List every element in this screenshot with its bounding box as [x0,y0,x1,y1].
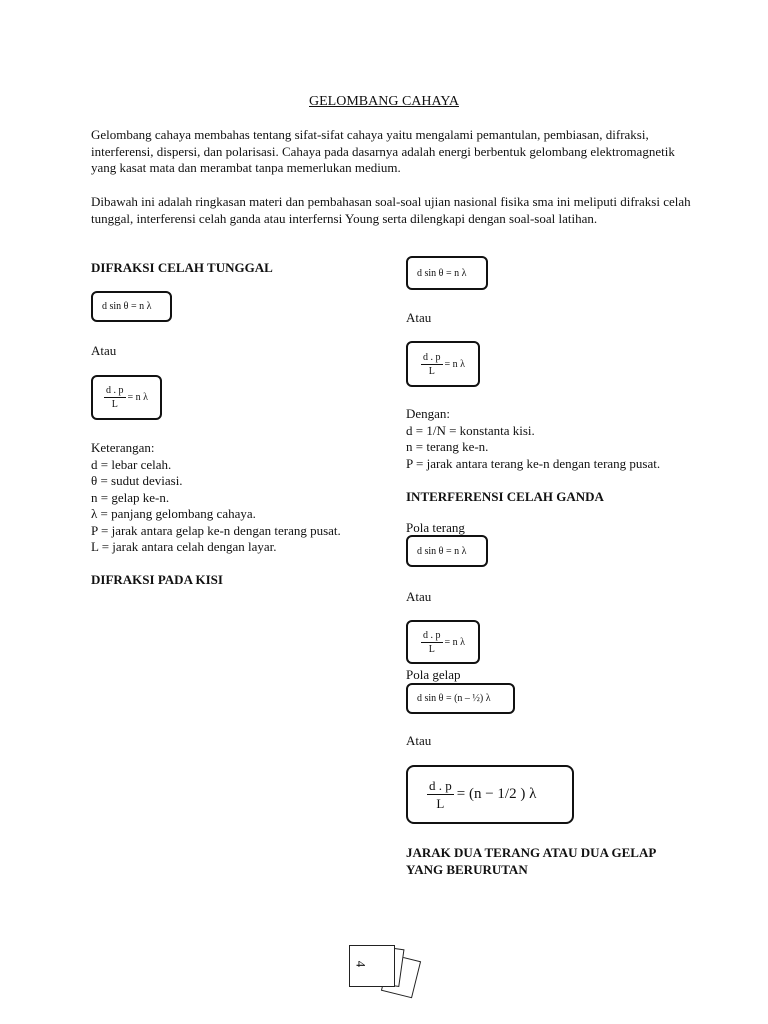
heading-line: YANG BERURUTAN [406,862,528,877]
formula-text: d sin θ = (n – ½) λ [417,693,491,704]
fraction-rhs: = n λ [127,392,148,403]
fraction [421,630,443,655]
intro-paragraph-1: Gelombang cahaya membahas tentang sifat-sifat cahaya yaitu mengalami pemantulan, pembiasan, difraksi, interferensi, dispersi, dan polarisasi. Cahaya pada dasarnya adalah energi berbentuk gelombang elektromagnetik yang kasat mata dan merambat tanpa memerlukan medium. [91,127,675,175]
keterangan-line: n = gelap ke-n. [91,489,170,505]
fraction-formula-box [91,375,162,420]
formula-box [406,683,515,714]
fraction [427,778,454,811]
dengan-line: d = 1/N = konstanta kisi. [406,422,535,438]
pola-terang-label: Pola terang [406,520,465,535]
fraction-numerator: d . p [106,385,124,396]
heading-line: JARAK DUA TERANG ATAU DUA GELAP [406,845,657,860]
atau-label: Atau [406,310,432,325]
formula-text: d sin θ = n λ [417,267,467,279]
keterangan-line: P = jarak antara gelap ke-n dengan terang pusat. [91,522,341,538]
dengan-line: n = terang ke-n. [406,439,489,454]
keterangan-list [91,440,341,556]
keterangan-line: θ = sudut deviasi. [91,473,183,488]
fraction-formula-box-large [406,765,574,824]
keterangan-line: Keterangan: [91,440,155,455]
keterangan-line: d = lebar celah. [91,456,172,472]
pola-gelap-label: Pola gelap [406,667,461,682]
fraction-denominator: L [111,399,118,410]
atau-label: Atau [406,733,432,748]
fraction-formula-box [406,341,480,387]
keterangan-line: λ = panjang gelombang cahaya. [91,506,256,521]
fraction-denominator: L [436,796,445,811]
atau-label: Atau [406,589,432,604]
keterangan-line: L = jarak antara celah dengan layar. [91,539,277,554]
page-number: 4 [353,960,369,968]
fraction-rhs: = n λ [444,636,465,648]
fraction [104,385,126,410]
fraction-formula-box [406,620,480,664]
fraction-numerator: d . p [423,629,441,641]
fraction-rhs: = n λ [444,358,465,370]
dengan-list [406,406,660,472]
heading-jarak-dua-terang [406,844,656,878]
fraction-denominator: L [428,643,435,655]
fraction-rhs: = (n − 1/2 ) λ [456,786,537,802]
formula-box [406,256,488,290]
intro-paragraph-2: Dibawah ini adalah ringkasan materi dan pembahasan soal-soal ujian nasional fisika sma ini meliputi difraksi celah tunggal, interferensi celah ganda atau interfernsi Young serta dilengkapi dengan soal-soal latihan. [91,194,691,226]
formula-text: d sin θ = n λ [102,301,152,312]
heading-difraksi-celah-tunggal: DIFRAKSI CELAH TUNGGAL [91,260,273,275]
dengan-line: Dengan: [406,406,451,421]
formula-box [91,291,172,322]
page-title: GELOMBANG CAHAYA [309,94,459,109]
atau-label: Atau [91,343,117,358]
dengan-line: P = jarak antara terang ke-n dengan terang pusat. [406,455,661,471]
fraction-numerator: d . p [429,778,452,793]
fraction-denominator: L [428,365,435,377]
heading-difraksi-pada-kisi: DIFRAKSI PADA KISI [91,572,223,587]
heading-interferensi-celah-ganda: INTERFERENSI CELAH GANDA [406,489,604,504]
fraction-numerator: d . p [423,351,441,363]
fraction [421,352,443,377]
formula-text: d sin θ = n λ [417,545,467,557]
formula-box [406,535,488,567]
page-number-ornament [340,935,430,1005]
